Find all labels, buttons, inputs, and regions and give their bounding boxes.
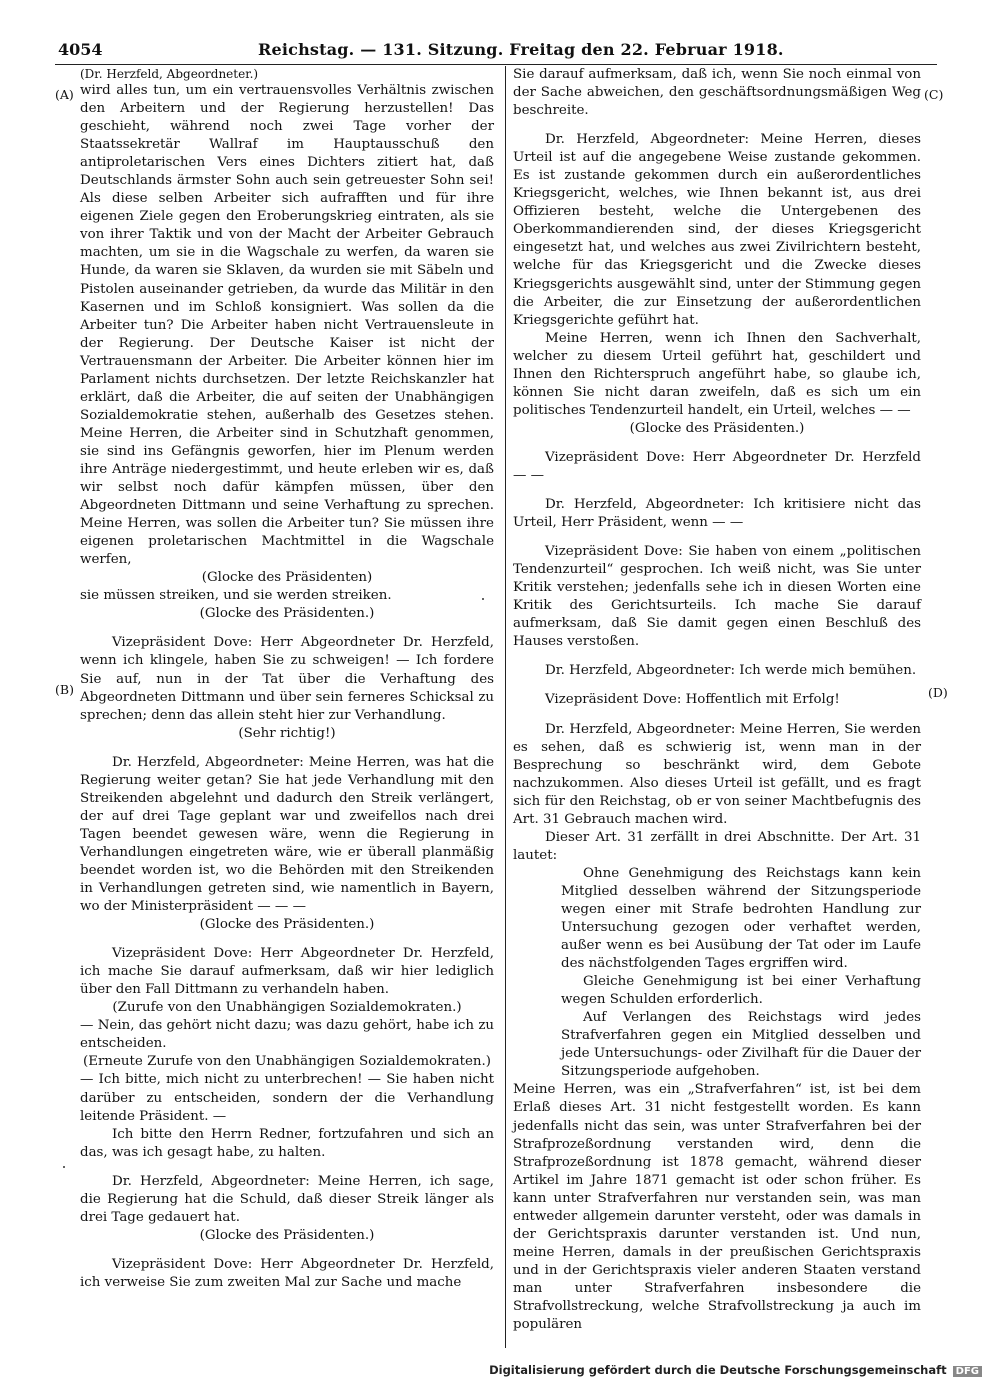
paragraph: Vizepräsident Dove: Herr Abgeordneter Dr. Herzfeld — — [513,449,921,483]
speck-mark [63,1166,65,1168]
paragraph: Sie darauf aufmerksam, daß ich, wenn Sie noch einmal von der Sache abweichen, den geschäftsordnungsmäßigen Weg beschreite. [513,67,921,119]
paragraph: Vizepräsident Dove: Herr Abgeordneter Dr. Herzfeld, wenn ich klingele, haben Sie zu schweigen! — Ich fordere Sie auf, nun in der Tat über die Verhaftung des Abgeordneten Dittmann und über sein ferneres Schicksal zu sprechen; denn das allein steht hier zur Verhandlung. [80,635,494,723]
paragraph: Dr. Herzfeld, Abgeordneter: Ich werde mich bemühen. [545,663,917,679]
interjection: (Zurufe von den Unabhängigen Sozialdemokraten.) [112,1000,462,1016]
interjection: (Glocke des Präsidenten.) [199,606,375,622]
paragraph: — Ich bitte, mich nicht zu unterbrechen! — Sie haben nicht darüber zu entscheiden, sondern der die Verhandlung leitende Präsident. — [80,1072,494,1124]
quoted-article: Ohne Genehmigung des Reichstags kann kein Mitglied desselben während der Sitzungsperiode wegen einer mit Strafe bedrohten Handlung zur Untersuchung gezogen oder verhaftet werden, außer wenn es bei Ausübung der Tat oder im Laufe des nächstfolgenden Tages ergriffen wird. [561,865,921,972]
margin-mark-b: (B) [55,682,74,697]
running-title: Reichstag. — 131. Sitzung. Freitag den 22. Februar 1918. [258,40,784,59]
paragraph: Dr. Herzfeld, Abgeordneter: Ich kritisiere nicht das Urteil, Herr Präsident, wenn — — [513,497,921,531]
page-number: 4054 [58,40,103,59]
interjection: (Glocke des Präsidenten.) [629,420,805,436]
speck-mark [482,598,484,600]
quoted-article: Gleiche Genehmigung ist bei einer Verhaftung wegen Schulden erforderlich. [561,974,921,1008]
digitization-credit [489,1363,982,1377]
paragraph: Meine Herren, wenn ich Ihnen den Sachverhalt, welcher zu diesem Urteil geführt hat, geschildert und Ihnen den Richterspruch angeführt habe, so glaube ich, können Sie nicht daran zweifeln, daß es sich um ein politisches Tendenzurteil handelt, ein Urteil, welches — — [513,330,921,418]
paragraph: — Nein, das gehört nicht dazu; was dazu gehört, habe ich zu entscheiden. [80,1018,494,1052]
margin-mark-c: (C) [924,87,944,102]
interjection: (Erneute Zurufe von den Unabhängigen Sozialdemokraten.) [82,1054,492,1070]
column-divider [505,66,506,1348]
paragraph: Meine Herren, was ein „Strafverfahren“ ist, ist bei dem Erlaß dieses Art. 31 nicht festgestellt worden. Es kann jedenfalls nicht das sein, was unter Strafverfahren bei der Strafprozeßordnung verstanden wird, denn die Strafprozeßordnung ist 1878 gemacht, während dieser Artikel im Jahre 1871 gemacht ist oder schon früher. Es kann unter Strafverfahren nur verstanden sein, was man entweder allgemein darunter versteht, oder was damals in der Gerichtspraxis darunter verstanden ist. Und nun, meine Herren, damals in der preußischen Gerichtspraxis und in der Gerichtspraxis vieler anderen Staaten verstand man unter Strafverfahren insbesondere die Strafvollstreckung, welche Strafvollstreckung ja auch im populären [513,1082,921,1333]
paragraph: Dr. Herzfeld, Abgeordneter: Meine Herren, ich sage, die Regierung hat die Schuld, daß dieser Streik länger als drei Tage gedauert hat. [80,1173,494,1225]
interjection: (Glocke des Präsidenten.) [199,917,375,933]
paragraph: Vizepräsident Dove: Hoffentlich mit Erfolg! [545,692,840,708]
paragraph: Dr. Herzfeld, Abgeordneter: Meine Herren, dieses Urteil ist auf die angegebene Weise zustande gekommen. Es ist zustande gekommen durch ein außerordentliches Kriegsgericht, welches, wie Ihnen bekannt ist, aus drei Offizieren besteht, welche die Untergebenen des Oberkommandierenden sind, der dieses Kriegsgericht eingesetzt hat, und welches aus zwei Zivilrichtern besteht, welche für das Kriegsgericht und die Zwecke dieses Kriegsgerichts ausgewählt sind, unter der Stimmung gegen die Arbeiter, die zur Einsetzung der außerordentlichen Kriegsgerichte geführt hat. [513,132,921,328]
paragraph: Dr. Herzfeld, Abgeordneter: Meine Herren, was hat die Regierung weiter getan? Sie hat jede Verhandlung mit den Streikenden abgelehnt und dadurch den Streik verlängert, der auf drei Tage geplant war und zweifellos nach drei Tagen beendet gewesen wäre, wenn die Regierung in Verhandlungen eingetreten wäre, wie er überall planmäßig beendet worden ist, wo die Behörden mit den Streikenden in Verhandlungen getreten sind, wie namentlich in Bayern, wo der Ministerpräsident — — — [80,754,494,915]
paragraph: Dieser Art. 31 zerfällt in drei Abschnitte. Der Art. 31 lautet: [513,829,921,863]
paragraph: Ich bitte den Herrn Redner, fortzufahren und sich an das, was ich gesagt habe, zu halten. [80,1126,494,1160]
quoted-article: Auf Verlangen des Reichstags wird jedes Strafverfahren gegen ein Mitglied desselben und jede Untersuchungs- oder Zivilhaft für die Dauer der Sitzungsperiode aufgehoben. [561,1010,921,1080]
interjection: (Glocke des Präsidenten.) [199,1227,375,1243]
paragraph: Vizepräsident Dove: Herr Abgeordneter Dr. Herzfeld, ich mache Sie darauf aufmerksam, daß wir hier lediglich über den Fall Dittmann zu verhandeln haben. [80,946,494,998]
right-column [513,66,921,1334]
page-header [0,40,1000,66]
paragraph: sie müssen streiken, und sie werden streiken. [80,588,392,604]
paragraph: Vizepräsident Dove: Herr Abgeordneter Dr. Herzfeld, ich verweise Sie zum zweiten Mal zur Sache und mache [80,1256,494,1290]
margin-mark-a: (A) [55,87,74,102]
margin-mark-d: (D) [928,685,948,700]
paragraph: wird alles tun, um ein vertrauensvolles Verhältnis zwischen den Arbeitern und der Regierung herzustellen! Das geschieht, während noch zwei Tage vorher der Staatssekretär Wallraf im Hauptausschuß den antiproletarischen Vers eines Dichters zitiert hat, daß Deutschlands ärmster Sohn auch sein getreuester Sohn sei! Als diese selben Arbeiter sich aufrafften und für ihre eigenen Ziele gegen den Eroberungskrieg eintraten, als sie von ihrer Taktik und von der Macht der Arbeiter Gebrauch machten, um sie in die Wagschale zu werfen, da waren sie Hunde, da waren sie Sklaven, da wurden sie mit Säbeln und Pistolen auseinander getrieben, da wurde das Militär in den Kasernen und im Schloß konsigniert. Was sollen da die Arbeiter tun? Die Arbeiter haben nicht Vertrauensleute in der Regierung. Der Deutsche Kaiser ist nicht der Vertrauensmann der Arbeiter. Die Arbeiter können hier im Parlament nichts durchsetzen. Der letzte Reichskanzler hat erklärt, daß die Arbeiter, die auf seiten der Unabhängigen Sozialdemokratie stehen, außerhalb des Gesetzes stehen. Meine Herren, die Arbeiter sind in Schutzhaft genommen, sie sind ins Gefängnis geworfen, hier im Plenum werden ihre Anträge niedergestimmt, und heute erleben wir es, daß wir selbst noch dafür kämpfen müssen, über den Abgeordneten Dittmann und seine Verhaftung zu sprechen. Meine Herren, was sollen die Arbeiter tun? Sie müssen ihre eigenen proletarischen Machtmittel in die Wagschale werfen, [80,83,494,568]
credit-text: Digitalisierung gefördert durch die Deutsche Forschungsgemeinschaft [489,1363,947,1377]
left-column [80,66,494,1292]
dfg-logo: DFG [953,1366,982,1377]
paragraph: Dr. Herzfeld, Abgeordneter: Meine Herren, Sie werden es sehen, daß es schwierig ist, wenn man in der Besprechung so beschränkt wird, dem Gebote nachzukommen. Also dieses Urteil ist gefällt, und es fragt sich für den Reichstag, ob er von seiner Machtbefugnis des Art. 31 Gebrauch machen wird. [513,721,921,827]
paragraph: Vizepräsident Dove: Sie haben von einem „politischen Tendenzurteil“ gesprochen. Ich weiß nicht, was Sie unter Kritik verstehen; jedenfalls sehe ich in diesen Worten eine Kritik des Gerichtsurteils. Ich mache Sie darauf aufmerksam, daß Sie damit gegen einen Beschluß des Hauses verstoßen. [513,544,921,650]
header-rule [55,64,937,65]
speaker-continuation: (Dr. Herzfeld, Abgeordneter.) [80,67,259,81]
interjection: (Sehr richtig!) [238,725,336,741]
interjection: (Glocke des Präsidenten) [201,570,373,586]
